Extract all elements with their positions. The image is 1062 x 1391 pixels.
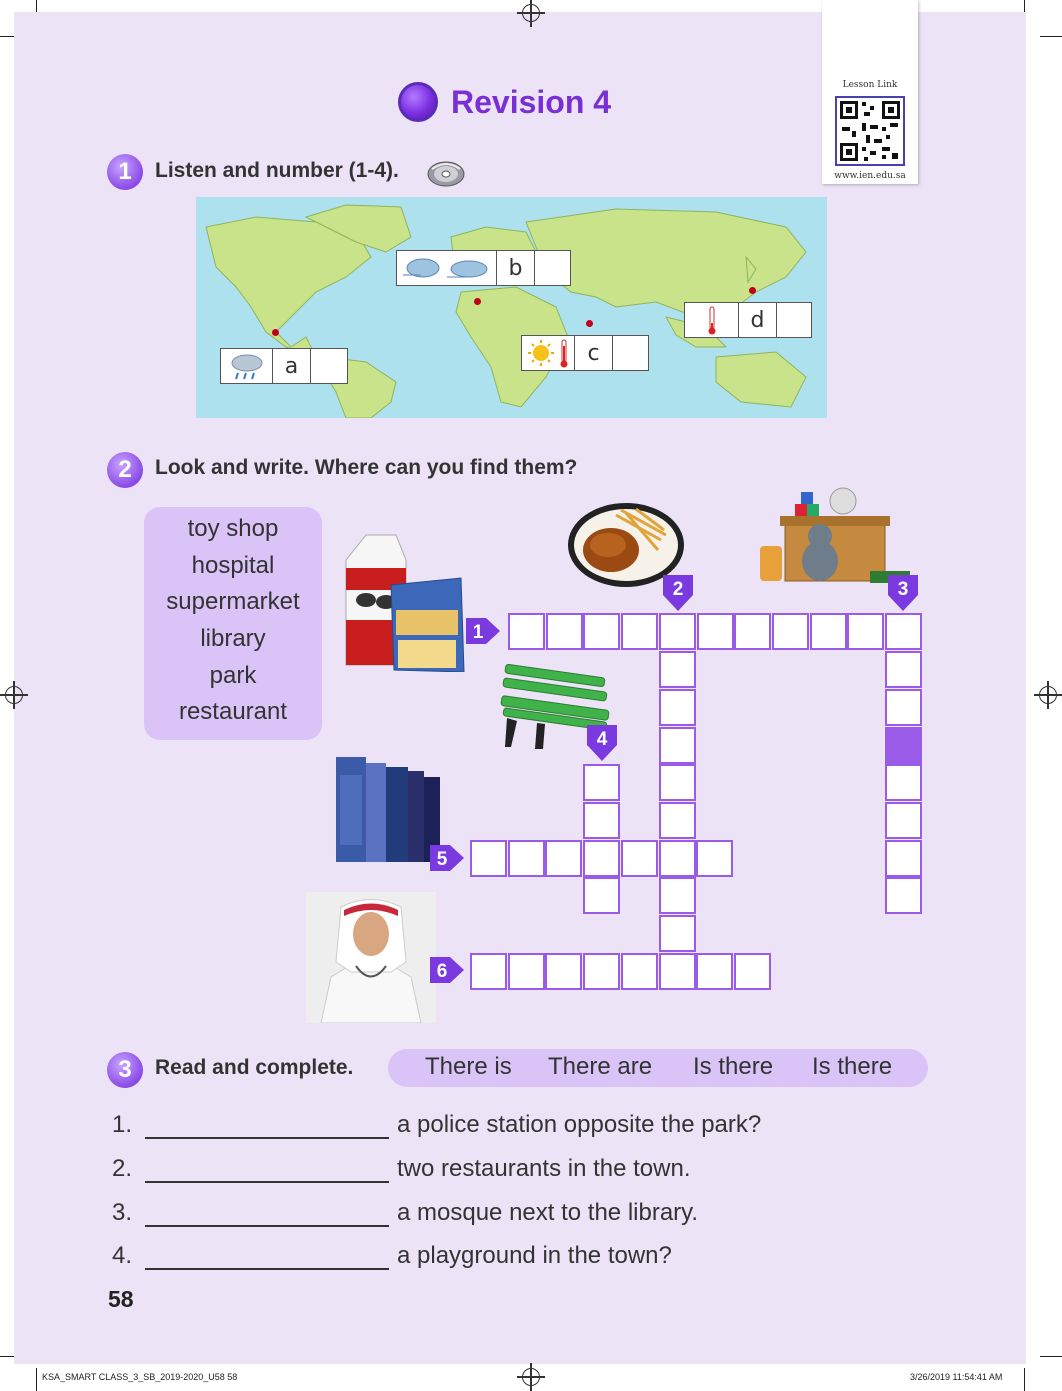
crossword-cell[interactable] bbox=[885, 689, 922, 726]
milk-and-pasta-picture bbox=[336, 530, 466, 672]
clue-3-arrow bbox=[884, 571, 922, 613]
crossword-cell[interactable] bbox=[621, 840, 658, 877]
crossword-cell[interactable] bbox=[885, 613, 922, 650]
weather-box-b bbox=[396, 250, 571, 286]
phrase-item: Is there bbox=[812, 1053, 893, 1080]
crossword-cell[interactable] bbox=[659, 651, 696, 688]
crossword-cell[interactable] bbox=[659, 764, 696, 801]
cold-thermometer-icon bbox=[685, 303, 739, 337]
registration-mark bbox=[5, 686, 23, 704]
crossword-cell[interactable] bbox=[583, 877, 620, 914]
answer-blank[interactable] bbox=[145, 1137, 389, 1139]
sentence-number: 4. bbox=[112, 1242, 133, 1269]
crossword-cell[interactable] bbox=[583, 802, 620, 839]
crossword-cell[interactable] bbox=[734, 613, 771, 650]
section3-number: 3 bbox=[107, 1052, 143, 1088]
clue-5-arrow bbox=[426, 841, 466, 875]
clue-6-number: 6 bbox=[436, 961, 448, 982]
crop-mark bbox=[36, 1368, 37, 1391]
clue-1-arrow bbox=[462, 614, 502, 648]
cd-audio-icon[interactable] bbox=[426, 157, 466, 189]
crossword-cell[interactable] bbox=[470, 840, 507, 877]
word-bank-item: supermarket bbox=[166, 588, 300, 616]
crossword-cell[interactable] bbox=[885, 877, 922, 914]
answer-box[interactable] bbox=[535, 251, 570, 285]
word-bank bbox=[144, 507, 322, 740]
phrase-item: There is bbox=[425, 1053, 512, 1080]
answer-letter: d bbox=[739, 303, 777, 337]
answer-blank[interactable] bbox=[145, 1181, 389, 1183]
crossword-cell[interactable] bbox=[885, 840, 922, 877]
lesson-link-url[interactable]: www.ien.edu.sa bbox=[834, 171, 906, 181]
crossword-cell[interactable] bbox=[659, 877, 696, 914]
crop-mark bbox=[1040, 36, 1062, 37]
sentence-number: 2. bbox=[112, 1155, 133, 1182]
crossword-cell[interactable] bbox=[696, 953, 733, 990]
clue-4-arrow bbox=[583, 721, 621, 763]
crossword-cell[interactable] bbox=[772, 613, 809, 650]
purple-ball-icon bbox=[398, 82, 438, 122]
word-bank-item: toy shop bbox=[187, 515, 279, 542]
crop-mark bbox=[1024, 1368, 1025, 1391]
answer-blank[interactable] bbox=[145, 1268, 389, 1270]
weather-box-d bbox=[684, 302, 812, 338]
crossword-cell[interactable] bbox=[583, 953, 620, 990]
map-location-dot bbox=[749, 287, 756, 294]
sun-thermometer-icon bbox=[522, 336, 575, 370]
sentence-number: 1. bbox=[112, 1111, 133, 1138]
crossword-cell[interactable] bbox=[659, 613, 696, 650]
crop-mark bbox=[1040, 1356, 1062, 1357]
word-bank-item: library bbox=[200, 625, 266, 653]
section3-instruction: Read and complete. bbox=[155, 1056, 354, 1079]
page-number: 58 bbox=[108, 1286, 134, 1312]
sentence-text: a playground in the town? bbox=[397, 1242, 672, 1269]
word-bank-item: restaurant bbox=[178, 698, 288, 726]
crossword-cell[interactable] bbox=[697, 613, 734, 650]
crossword-cell[interactable] bbox=[885, 651, 922, 688]
windy-cloud-icon bbox=[397, 251, 497, 285]
crossword-cell[interactable] bbox=[847, 613, 884, 650]
registration-mark bbox=[522, 4, 540, 22]
crossword-shaded-cell bbox=[885, 727, 922, 764]
doctor-picture bbox=[306, 892, 436, 1023]
page-title-text: Revision 4 bbox=[451, 83, 612, 120]
section1-instruction: Listen and number (1-4). bbox=[155, 159, 399, 182]
answer-letter: a bbox=[273, 349, 311, 383]
print-footer-right: 3/26/2019 11:54:41 AM bbox=[910, 1372, 1003, 1382]
answer-letter: b bbox=[497, 251, 535, 285]
weather-box-c bbox=[521, 335, 649, 371]
clue-4-number: 4 bbox=[596, 729, 608, 750]
crossword-cell[interactable] bbox=[885, 802, 922, 839]
crossword-cell[interactable] bbox=[659, 689, 696, 726]
section1-number: 1 bbox=[107, 154, 143, 190]
crossword-cell[interactable] bbox=[583, 764, 620, 801]
crossword-cell[interactable] bbox=[621, 953, 658, 990]
crossword-cell[interactable] bbox=[659, 840, 696, 877]
map-location-dot bbox=[474, 298, 481, 305]
lesson-link-tab[interactable] bbox=[822, 0, 918, 184]
qr-code-icon[interactable] bbox=[835, 96, 905, 166]
registration-mark bbox=[522, 1368, 540, 1386]
print-footer-left: KSA_SMART CLASS_3_SB_2019-2020_U58 58 bbox=[42, 1372, 238, 1382]
rain-cloud-icon bbox=[221, 349, 273, 383]
crossword-cell[interactable] bbox=[508, 840, 545, 877]
map-location-dot bbox=[272, 329, 279, 336]
clue-1-number: 1 bbox=[472, 622, 484, 643]
phrase-bank bbox=[388, 1049, 928, 1087]
sentence-text: two restaurants in the town. bbox=[397, 1155, 691, 1182]
crossword-cell[interactable] bbox=[583, 840, 620, 877]
crossword-cell[interactable] bbox=[621, 613, 658, 650]
sentence-text: a mosque next to the library. bbox=[397, 1199, 699, 1226]
page-title bbox=[398, 82, 611, 122]
answer-box[interactable] bbox=[311, 349, 347, 383]
crossword-cell[interactable] bbox=[659, 953, 696, 990]
crossword-cell[interactable] bbox=[470, 953, 507, 990]
answer-letter: c bbox=[575, 336, 613, 370]
clue-3-number: 3 bbox=[897, 579, 909, 600]
crossword-cell[interactable] bbox=[545, 953, 582, 990]
clue-6-arrow bbox=[426, 953, 466, 987]
crossword-cell[interactable] bbox=[508, 613, 545, 650]
crossword-cell[interactable] bbox=[810, 613, 847, 650]
phrase-item: Is there bbox=[693, 1053, 774, 1080]
word-bank-item: hospital bbox=[191, 551, 275, 579]
crossword-cell[interactable] bbox=[659, 802, 696, 839]
crossword-cell[interactable] bbox=[696, 840, 733, 877]
section2-number: 2 bbox=[107, 452, 143, 488]
registration-mark bbox=[1039, 686, 1057, 704]
word-bank-item: park bbox=[209, 661, 257, 689]
sentence-text: a police station opposite the park? bbox=[397, 1111, 762, 1138]
lesson-link-label: Lesson Link bbox=[842, 80, 898, 90]
section2-instruction: Look and write. Where can you find them? bbox=[155, 456, 578, 479]
phrase-item: There are bbox=[548, 1053, 653, 1080]
crossword-cell[interactable] bbox=[508, 953, 545, 990]
crossword-cell[interactable] bbox=[885, 764, 922, 801]
crossword-cell[interactable] bbox=[545, 840, 582, 877]
answer-box[interactable] bbox=[777, 303, 811, 337]
clue-2-arrow bbox=[659, 571, 697, 613]
crossword-cell[interactable] bbox=[659, 727, 696, 764]
crossword-cell[interactable] bbox=[546, 613, 583, 650]
map-location-dot bbox=[586, 320, 593, 327]
crossword-cell[interactable] bbox=[583, 613, 620, 650]
crossword-cell[interactable] bbox=[659, 915, 696, 952]
clue-5-number: 5 bbox=[436, 849, 448, 870]
crossword-cell[interactable] bbox=[734, 953, 771, 990]
weather-box-a bbox=[220, 348, 348, 384]
sentence-number: 3. bbox=[112, 1199, 133, 1226]
clue-2-number: 2 bbox=[672, 579, 684, 600]
answer-blank[interactable] bbox=[145, 1225, 389, 1227]
answer-box[interactable] bbox=[613, 336, 648, 370]
